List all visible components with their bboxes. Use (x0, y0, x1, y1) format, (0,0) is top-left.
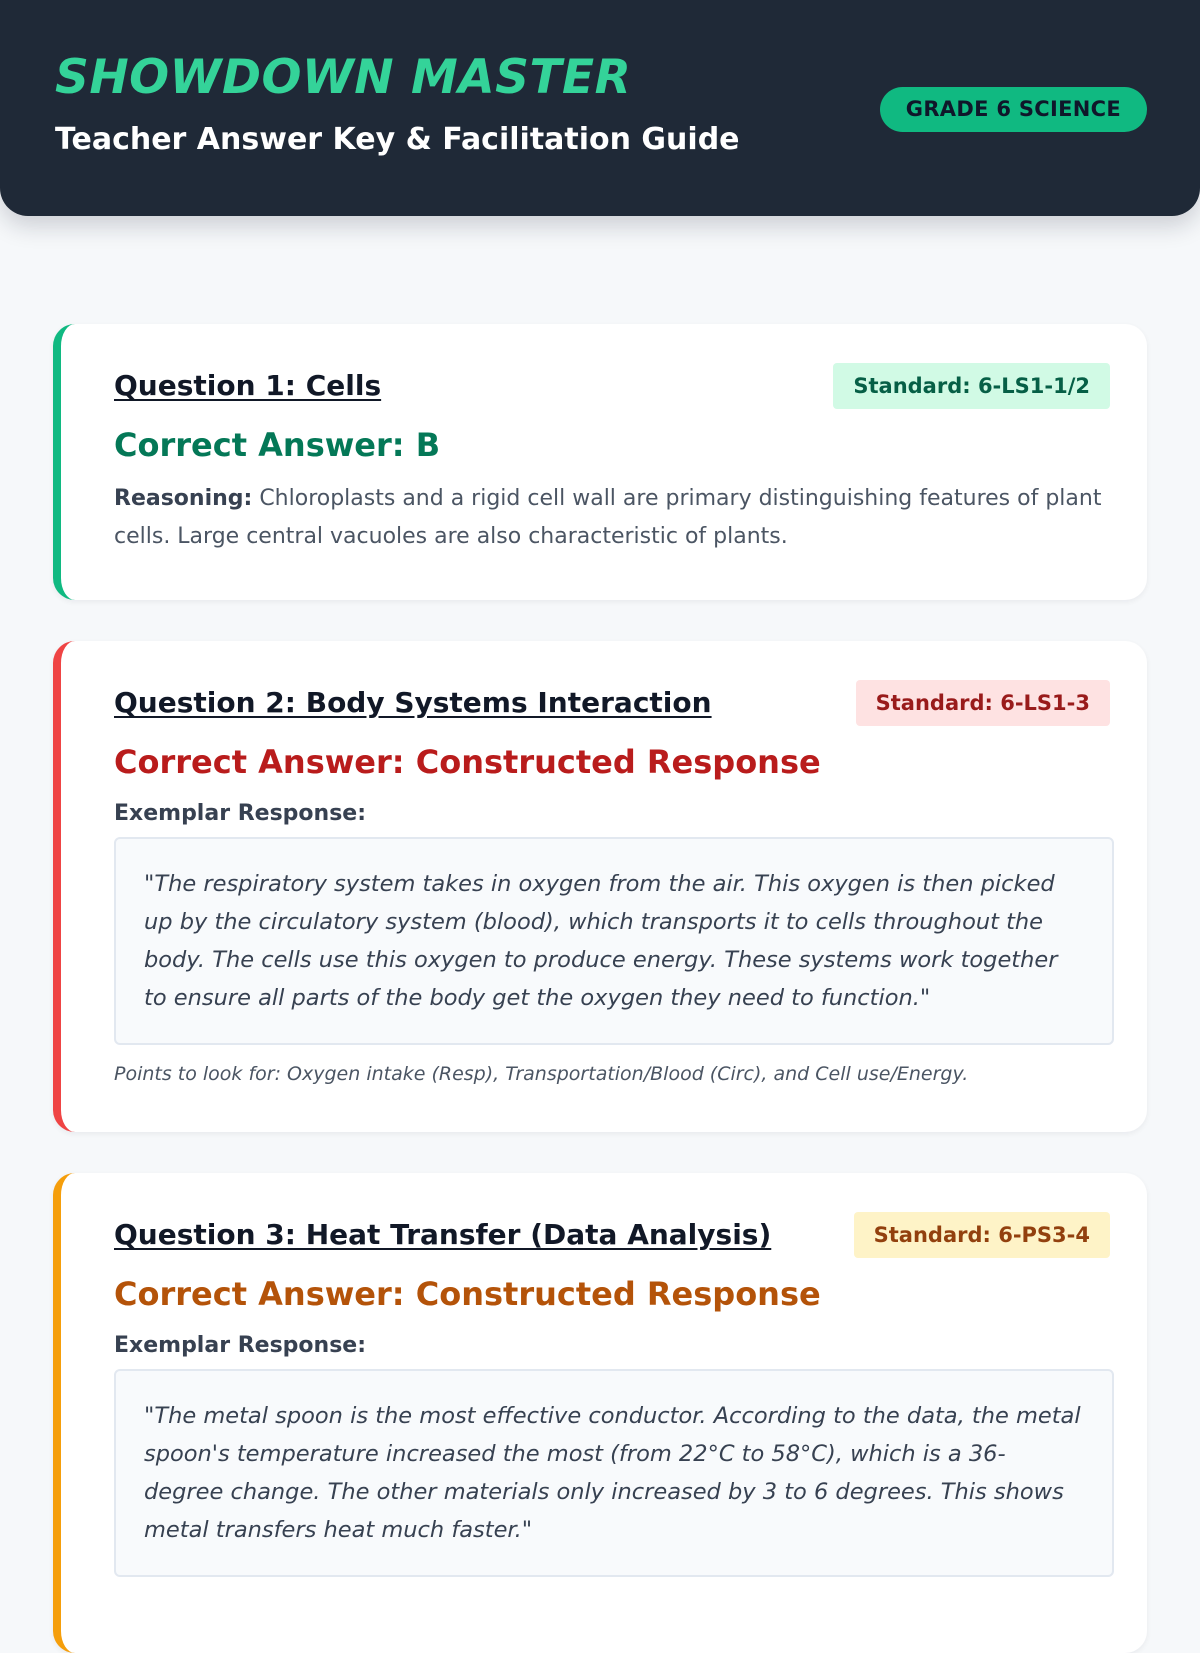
standard-badge: Standard: 6-LS1-1/2 (833, 363, 1110, 409)
question-title: Question 1: Cells (114, 369, 382, 402)
grade-badge: GRADE 6 SCIENCE (880, 87, 1147, 132)
reasoning-text (114, 480, 1104, 556)
exemplar-label: Exemplar Response: (114, 801, 367, 826)
question-card-2 (53, 641, 1147, 1132)
standard-badge: Standard: 6-LS1-3 (856, 680, 1110, 726)
standard-badge: Standard: 6-PS3-4 (854, 1212, 1110, 1258)
question-title: Question 3: Heat Transfer (Data Analysis) (114, 1218, 772, 1251)
correct-answer: Correct Answer: Constructed Response (114, 1275, 821, 1313)
exemplar-label: Exemplar Response: (114, 1333, 367, 1358)
page-header (0, 0, 1200, 216)
exemplar-response: "The respiratory system takes in oxygen from the air. This oxygen is then picked up by the circulatory system (blood), which transports it to cells throughout the body. The cells use this oxygen to produce energy. These systems work together to ensure all parts of the body get the oxygen they need to function." (114, 837, 1114, 1045)
correct-answer: Correct Answer: Constructed Response (114, 743, 821, 781)
page-subtitle: Teacher Answer Key & Facilitation Guide (55, 122, 740, 157)
question-title: Question 2: Body Systems Interaction (114, 686, 712, 719)
exemplar-response: "The metal spoon is the most effective conductor. According to the data, the metal spoon's temperature increased the most (from 22°C to 58°C), which is a 36-degree change. The other materials only increased by 3 to 6 degrees. This shows metal transfers heat much faster." (114, 1369, 1114, 1577)
correct-answer: Correct Answer: B (114, 426, 441, 464)
reasoning-body: Chloroplasts and a rigid cell wall are primary distinguishing features of plant cells. Large central vacuoles are also characteristic of plants. (114, 486, 1102, 549)
reasoning-label: Reasoning: (114, 486, 253, 511)
app-title: SHOWDOWN MASTER (55, 50, 632, 105)
look-for-note: Points to look for: Oxygen intake (Resp), Transportation/Blood (Circ), and Cell use/Energy. (114, 1063, 969, 1085)
question-card-1 (53, 324, 1147, 600)
question-card-3 (53, 1173, 1147, 1653)
